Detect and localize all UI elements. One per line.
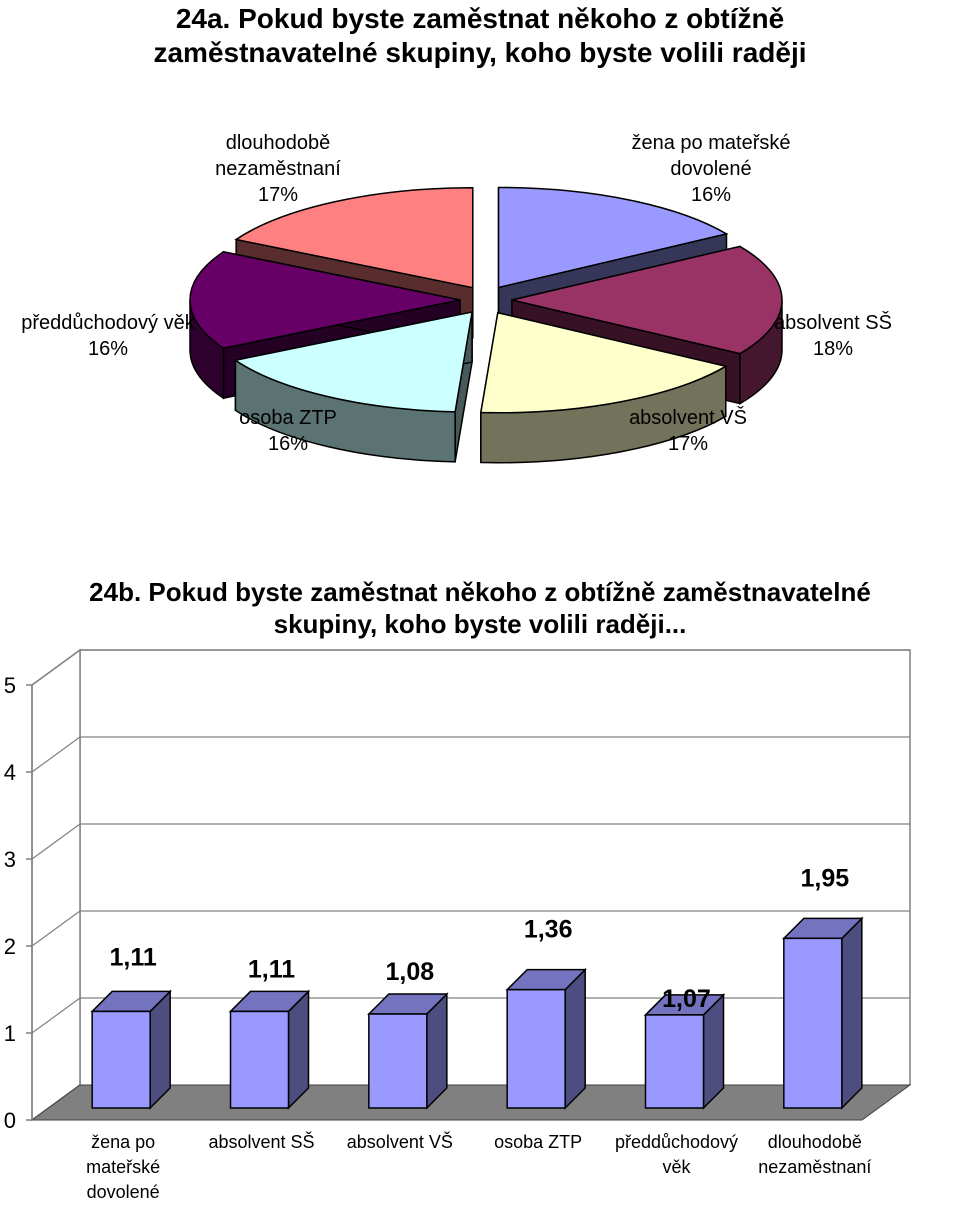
bar-value-label: 1,08 — [385, 958, 435, 987]
x-category-line: nezaměstnaní — [758, 1157, 872, 1177]
pie-label-osoba-ztp: osoba ZTP 16% — [239, 407, 337, 455]
bar-value-label: 1,36 — [523, 915, 573, 944]
bar-value-label: 1,11 — [109, 943, 157, 972]
y-tick-label: 5 — [3, 673, 16, 698]
bar-side — [565, 970, 585, 1108]
y-tick-label: 3 — [3, 847, 16, 872]
bar-value-label: 1,07 — [662, 984, 711, 1013]
bar-0 — [92, 943, 170, 1108]
pie-label-preddruchodovy: předdůchodový věk 16% — [21, 312, 195, 360]
bar-3 — [507, 916, 585, 1108]
bar-gridline — [32, 737, 910, 772]
x-category-label — [48, 1130, 198, 1205]
y-tick-label: 0 — [3, 1108, 16, 1133]
bar-front — [507, 990, 565, 1108]
bar-chart-title — [60, 576, 900, 640]
x-category-line: předdůchodový — [614, 1132, 739, 1152]
x-category-line: absolvent VŠ — [346, 1132, 453, 1152]
pie-label-absolvent-ss: absolvent SŠ 18% — [774, 312, 892, 360]
bar-front — [784, 938, 842, 1108]
y-tick-label: 1 — [3, 1021, 16, 1046]
bar-value-label: 1,11 — [247, 955, 296, 984]
bar-gridline — [32, 650, 910, 685]
bar-1 — [231, 955, 309, 1108]
bar-front — [369, 1014, 427, 1108]
bar-side — [842, 918, 862, 1108]
x-category-label — [187, 1130, 337, 1155]
pie-title-line2: zaměstnavatelné skupiny, koho byste volili raději — [153, 37, 807, 68]
x-category-line: mateřské — [86, 1157, 161, 1177]
bar-front — [92, 1011, 150, 1108]
x-category-line: věk — [662, 1157, 691, 1177]
bar-front — [231, 1011, 289, 1108]
bar-front — [646, 1015, 704, 1108]
bar-title-line1: 24b. Pokud byste zaměstnat někoho z obtížně zaměstnavatelné — [89, 577, 871, 607]
x-category-label — [740, 1130, 890, 1180]
y-tick-label: 4 — [3, 760, 16, 785]
x-category-line: dlouhodobě — [767, 1132, 862, 1152]
pie-label-dlouhodobe: dlouhodobě nezaměstnaní 17% — [215, 132, 341, 206]
x-category-line: absolvent SŠ — [208, 1132, 315, 1152]
pie-label-zena: žena po mateřské dovolené 16% — [631, 132, 791, 206]
bar-chart — [4, 650, 910, 1133]
bar-value-label: 1,95 — [800, 864, 850, 893]
bar-5 — [784, 864, 862, 1108]
pie-label-absolvent-vs: absolvent VŠ 17% — [629, 407, 747, 455]
x-category-label — [463, 1130, 613, 1155]
bar-gridline — [32, 911, 910, 946]
bar-2 — [369, 958, 447, 1108]
bar-title-line2: skupiny, koho byste volili raději... — [273, 609, 687, 639]
x-category-label — [602, 1130, 752, 1180]
bar-4 — [646, 985, 724, 1108]
pie-title-line1: 24a. Pokud byste zaměstnat někoho z obtížně — [175, 3, 785, 34]
bar-gridline — [32, 824, 910, 859]
x-category-line: dovolené — [86, 1182, 160, 1202]
x-category-line: osoba ZTP — [494, 1132, 583, 1152]
x-category-label — [325, 1130, 475, 1155]
y-tick-label: 2 — [3, 934, 16, 959]
bar-side-wall — [32, 650, 80, 1120]
x-category-line: žena po — [91, 1132, 156, 1152]
